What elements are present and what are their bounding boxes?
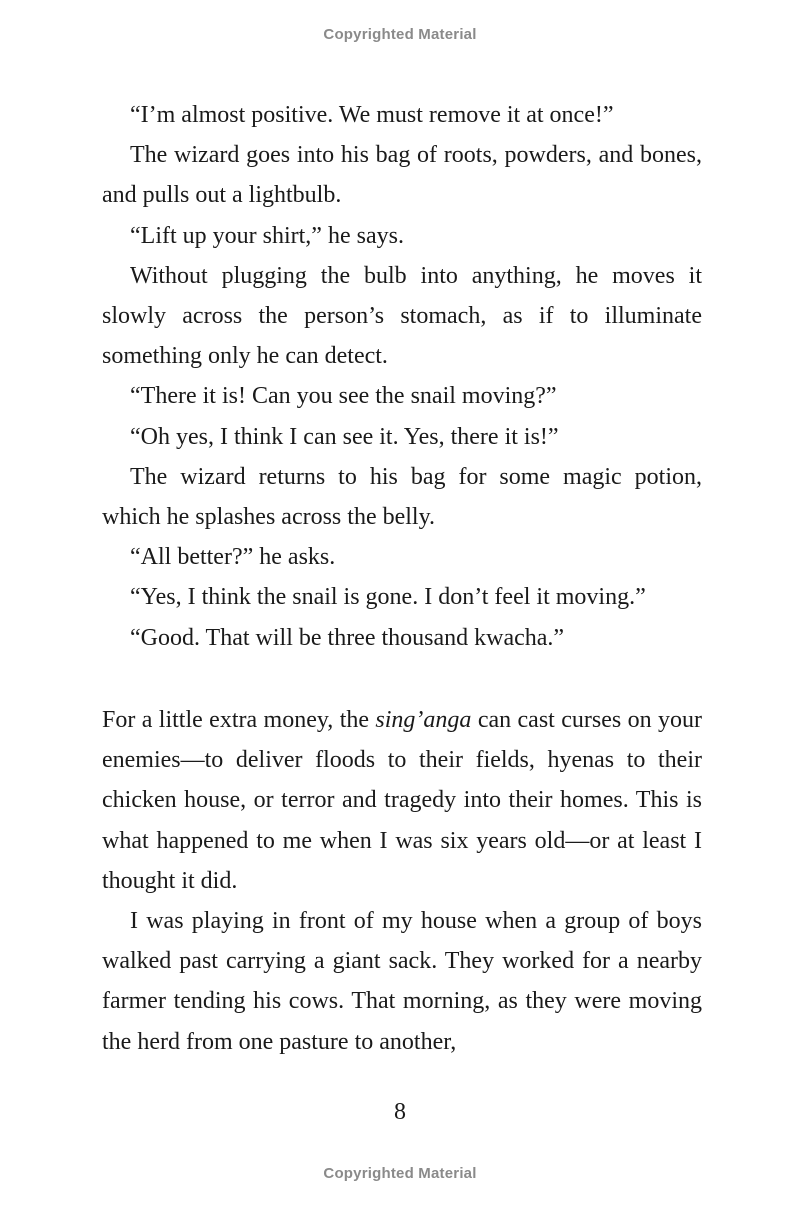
paragraph-text: can cast curses on your enemies—to deliver floods to their fields, hyenas to their chicken house, or terror and tragedy into their homes. This is what happened to me when I was six years old—or at least I thought it did. (102, 707, 702, 894)
paragraph-text: “Oh yes, I think I can see it. Yes, there it is!” (130, 423, 559, 450)
paragraph (102, 700, 702, 901)
paragraph (102, 577, 702, 617)
paragraph (102, 95, 702, 135)
paragraph: The wizard returns to his bag for some magic potion, which he splashes across the belly. (102, 463, 702, 531)
paragraph-text: “All better?” he asks. (130, 544, 336, 571)
paragraph-text: “I’m almost positive. We must remove it at once!” (130, 102, 614, 128)
narrative-section (102, 700, 702, 1062)
paragraph (102, 537, 702, 577)
dialogue-section (102, 95, 702, 658)
paragraph: Without plugging the bulb into anything, he moves it slowly across the person’s stomach, as if to illuminate something only he can detect. (102, 262, 702, 370)
page-number: 8 (394, 1099, 406, 1125)
paragraph-text: “Yes, I think the snail is gone. I don’t feel it moving.” (130, 584, 646, 611)
paragraph (102, 216, 702, 256)
copyright-watermark-top: Copyrighted Material (323, 26, 477, 43)
paragraph-text: “Lift up your shirt,” he says. (130, 222, 404, 249)
paragraph (102, 618, 702, 658)
italic-term: sing’anga (375, 707, 472, 733)
paragraph-text: For a little extra money, the (102, 707, 376, 733)
paragraph: I was playing in front of my house when a group of boys walked past carrying a giant sack. They worked for a nearby farmer tending his cows. That morning, as they were moving the herd from one pasture to another, (102, 908, 702, 1055)
paragraph (102, 417, 702, 457)
paragraph: The wizard goes into his bag of roots, powders, and bones, and pulls out a lightbulb. (102, 142, 702, 209)
paragraph (102, 376, 702, 416)
paragraph-text: “There it is! Can you see the snail moving?” (130, 383, 557, 410)
copyright-watermark-bottom: Copyrighted Material (323, 1165, 477, 1182)
paragraph-text: “Good. That will be three thousand kwacha.” (130, 624, 565, 651)
